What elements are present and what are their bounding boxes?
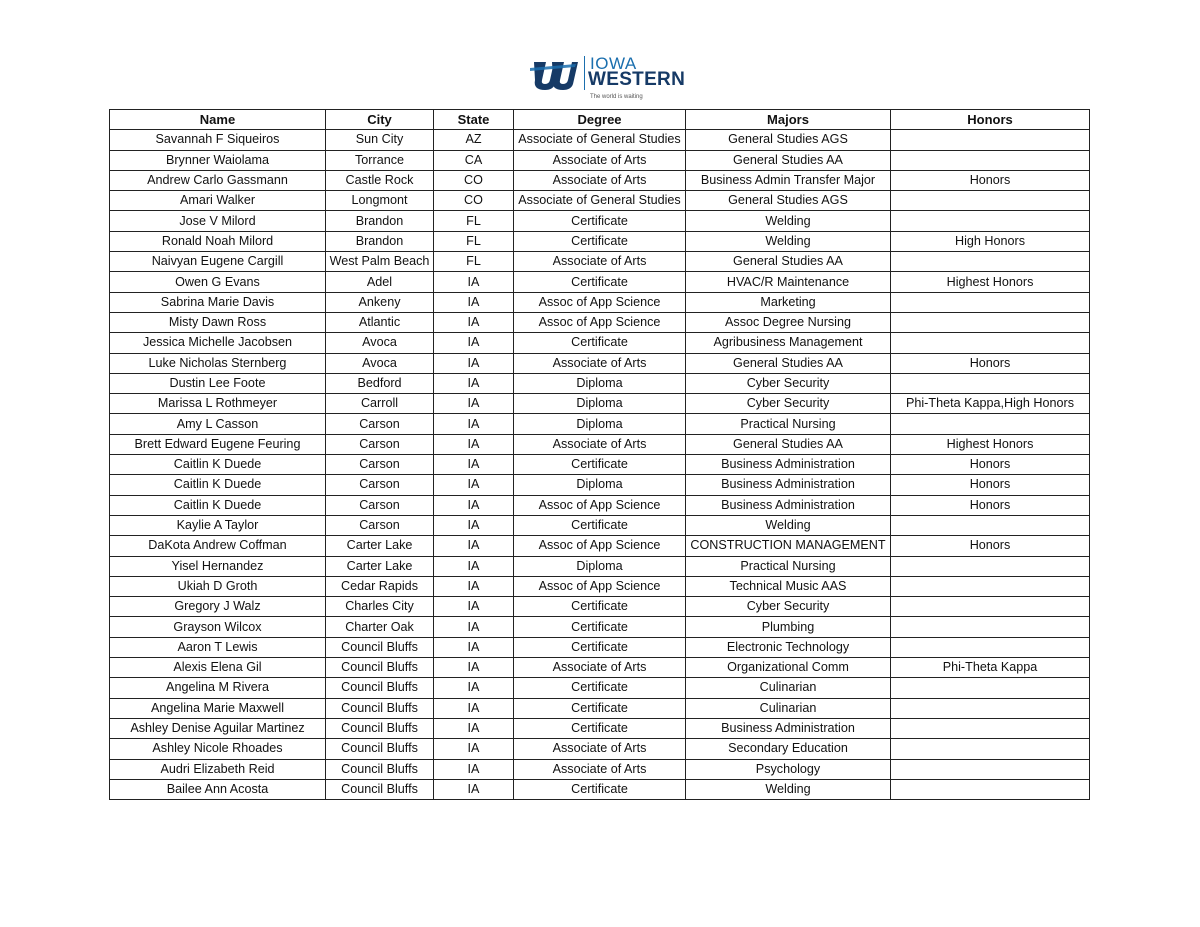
cell-state: IA [434, 272, 514, 292]
cell-state: IA [434, 556, 514, 576]
cell-honors [891, 597, 1090, 617]
cell-degree: Diploma [514, 373, 686, 393]
cell-majors: Cyber Security [686, 597, 891, 617]
table-row [110, 658, 1090, 678]
cell-name: Angelina M Rivera [110, 678, 326, 698]
table-row [110, 312, 1090, 332]
cell-degree: Certificate [514, 617, 686, 637]
cell-city: Carter Lake [326, 556, 434, 576]
cell-majors: Business Administration [686, 718, 891, 738]
cell-degree: Assoc of App Science [514, 495, 686, 515]
cell-city: Brandon [326, 211, 434, 231]
table-row [110, 272, 1090, 292]
cell-honors [891, 556, 1090, 576]
table-row [110, 252, 1090, 272]
cell-name: Aaron T Lewis [110, 637, 326, 657]
cell-majors: CONSTRUCTION MANAGEMENT [686, 536, 891, 556]
cell-city: Ankeny [326, 292, 434, 312]
cell-name: Audri Elizabeth Reid [110, 759, 326, 779]
cell-city: Carter Lake [326, 536, 434, 556]
cell-majors: Assoc Degree Nursing [686, 312, 891, 332]
cell-majors: Business Administration [686, 475, 891, 495]
cell-city: Carson [326, 434, 434, 454]
cell-name: Yisel Hernandez [110, 556, 326, 576]
cell-state: IA [434, 434, 514, 454]
cell-degree: Assoc of App Science [514, 536, 686, 556]
cell-honors [891, 150, 1090, 170]
cell-honors [891, 292, 1090, 312]
cell-honors [891, 576, 1090, 596]
cell-majors: Practical Nursing [686, 556, 891, 576]
cell-city: Carroll [326, 394, 434, 414]
table-row [110, 191, 1090, 211]
cell-state: IA [434, 678, 514, 698]
cell-majors: Culinarian [686, 678, 891, 698]
cell-city: Council Bluffs [326, 658, 434, 678]
logo-name-line2: WESTERN [588, 69, 686, 90]
cell-city: Carson [326, 414, 434, 434]
cell-state: IA [434, 739, 514, 759]
iowa-western-logo [528, 52, 686, 104]
cell-degree: Associate of Arts [514, 658, 686, 678]
header-majors: Majors [686, 110, 891, 130]
cell-state: IA [434, 394, 514, 414]
table-row [110, 353, 1090, 373]
cell-majors: Business Admin Transfer Major [686, 170, 891, 190]
table-row [110, 475, 1090, 495]
cell-state: CO [434, 170, 514, 190]
table-row [110, 617, 1090, 637]
cell-honors: Honors [891, 495, 1090, 515]
cell-majors: Welding [686, 779, 891, 799]
cell-majors: Welding [686, 211, 891, 231]
cell-degree: Certificate [514, 779, 686, 799]
cell-city: Council Bluffs [326, 637, 434, 657]
cell-degree: Certificate [514, 455, 686, 475]
cell-honors [891, 637, 1090, 657]
cell-honors: Honors [891, 475, 1090, 495]
cell-honors [891, 678, 1090, 698]
cell-majors: Business Administration [686, 455, 891, 475]
cell-majors: Agribusiness Management [686, 333, 891, 353]
table-row [110, 739, 1090, 759]
cell-degree: Associate of General Studies [514, 191, 686, 211]
cell-state: IA [434, 455, 514, 475]
header-city: City [326, 110, 434, 130]
cell-degree: Associate of General Studies [514, 130, 686, 150]
cell-majors: Marketing [686, 292, 891, 312]
cell-degree: Certificate [514, 515, 686, 535]
cell-state: AZ [434, 130, 514, 150]
cell-honors [891, 617, 1090, 637]
cell-name: Owen G Evans [110, 272, 326, 292]
cell-city: Carson [326, 495, 434, 515]
table-row [110, 211, 1090, 231]
cell-degree: Diploma [514, 414, 686, 434]
graduates-table [109, 109, 1090, 800]
cell-degree: Assoc of App Science [514, 576, 686, 596]
cell-city: Council Bluffs [326, 698, 434, 718]
cell-degree: Associate of Arts [514, 353, 686, 373]
cell-honors [891, 373, 1090, 393]
table-header-row [110, 110, 1090, 130]
cell-honors: High Honors [891, 231, 1090, 251]
table-row [110, 515, 1090, 535]
cell-honors: Honors [891, 536, 1090, 556]
header-honors: Honors [891, 110, 1090, 130]
cell-city: Adel [326, 272, 434, 292]
cell-city: Charter Oak [326, 617, 434, 637]
table-row [110, 434, 1090, 454]
cell-state: IA [434, 597, 514, 617]
cell-name: Andrew Carlo Gassmann [110, 170, 326, 190]
cell-city: Council Bluffs [326, 759, 434, 779]
cell-state: IA [434, 495, 514, 515]
table-row [110, 414, 1090, 434]
cell-city: Avoca [326, 333, 434, 353]
cell-state: IA [434, 353, 514, 373]
cell-name: Ronald Noah Milord [110, 231, 326, 251]
cell-name: Brynner Waiolama [110, 150, 326, 170]
cell-majors: Secondary Education [686, 739, 891, 759]
header-state: State [434, 110, 514, 130]
cell-majors: Plumbing [686, 617, 891, 637]
cell-name: Angelina Marie Maxwell [110, 698, 326, 718]
table-row [110, 495, 1090, 515]
table-row [110, 556, 1090, 576]
cell-degree: Associate of Arts [514, 739, 686, 759]
cell-name: Savannah F Siqueiros [110, 130, 326, 150]
table-row [110, 292, 1090, 312]
cell-state: IA [434, 515, 514, 535]
cell-state: IA [434, 333, 514, 353]
iowa-western-mark-icon [528, 58, 580, 92]
cell-majors: Culinarian [686, 698, 891, 718]
cell-city: Council Bluffs [326, 739, 434, 759]
cell-honors [891, 130, 1090, 150]
cell-majors: Organizational Comm [686, 658, 891, 678]
cell-city: Bedford [326, 373, 434, 393]
table-row [110, 394, 1090, 414]
cell-degree: Certificate [514, 211, 686, 231]
cell-state: IA [434, 536, 514, 556]
cell-honors [891, 718, 1090, 738]
cell-majors: General Studies AA [686, 434, 891, 454]
cell-state: IA [434, 698, 514, 718]
table-row [110, 150, 1090, 170]
cell-degree: Certificate [514, 333, 686, 353]
cell-honors: Honors [891, 353, 1090, 373]
cell-state: IA [434, 475, 514, 495]
table-row [110, 637, 1090, 657]
cell-honors [891, 515, 1090, 535]
cell-state: IA [434, 759, 514, 779]
cell-city: Sun City [326, 130, 434, 150]
cell-degree: Certificate [514, 272, 686, 292]
cell-majors: General Studies AGS [686, 191, 891, 211]
table-row [110, 130, 1090, 150]
cell-honors [891, 252, 1090, 272]
header-degree: Degree [514, 110, 686, 130]
header-name: Name [110, 110, 326, 130]
cell-state: IA [434, 292, 514, 312]
cell-degree: Certificate [514, 718, 686, 738]
cell-name: Jessica Michelle Jacobsen [110, 333, 326, 353]
cell-degree: Associate of Arts [514, 150, 686, 170]
cell-degree: Diploma [514, 394, 686, 414]
cell-name: Dustin Lee Foote [110, 373, 326, 393]
cell-honors [891, 739, 1090, 759]
cell-city: Carson [326, 455, 434, 475]
cell-city: Atlantic [326, 312, 434, 332]
cell-name: Caitlin K Duede [110, 455, 326, 475]
table-row [110, 231, 1090, 251]
cell-degree: Certificate [514, 231, 686, 251]
cell-state: FL [434, 211, 514, 231]
cell-majors: Practical Nursing [686, 414, 891, 434]
table-row [110, 718, 1090, 738]
cell-honors: Honors [891, 170, 1090, 190]
table-row [110, 373, 1090, 393]
cell-degree: Assoc of App Science [514, 312, 686, 332]
table-row [110, 455, 1090, 475]
cell-name: Ukiah D Groth [110, 576, 326, 596]
cell-degree: Diploma [514, 556, 686, 576]
cell-honors [891, 779, 1090, 799]
cell-city: Longmont [326, 191, 434, 211]
cell-majors: Psychology [686, 759, 891, 779]
cell-honors: Highest Honors [891, 272, 1090, 292]
cell-state: IA [434, 637, 514, 657]
cell-city: Torrance [326, 150, 434, 170]
cell-name: Jose V Milord [110, 211, 326, 231]
cell-honors: Phi-Theta Kappa,High Honors [891, 394, 1090, 414]
cell-state: IA [434, 312, 514, 332]
cell-state: IA [434, 373, 514, 393]
cell-name: DaKota Andrew Coffman [110, 536, 326, 556]
table-row [110, 170, 1090, 190]
cell-state: IA [434, 414, 514, 434]
cell-majors: Welding [686, 231, 891, 251]
cell-majors: Business Administration [686, 495, 891, 515]
cell-state: FL [434, 252, 514, 272]
table-row [110, 597, 1090, 617]
cell-name: Caitlin K Duede [110, 475, 326, 495]
cell-city: Council Bluffs [326, 718, 434, 738]
cell-honors [891, 191, 1090, 211]
cell-degree: Certificate [514, 678, 686, 698]
cell-state: IA [434, 779, 514, 799]
cell-city: Cedar Rapids [326, 576, 434, 596]
cell-name: Bailee Ann Acosta [110, 779, 326, 799]
table-row [110, 759, 1090, 779]
cell-city: Charles City [326, 597, 434, 617]
cell-degree: Certificate [514, 597, 686, 617]
cell-city: Avoca [326, 353, 434, 373]
table-row [110, 536, 1090, 556]
cell-majors: General Studies AA [686, 252, 891, 272]
cell-name: Amari Walker [110, 191, 326, 211]
cell-degree: Associate of Arts [514, 434, 686, 454]
cell-honors: Phi-Theta Kappa [891, 658, 1090, 678]
logo-name-line1: IOWA [590, 54, 637, 73]
cell-honors [891, 312, 1090, 332]
cell-city: Carson [326, 475, 434, 495]
cell-name: Naivyan Eugene Cargill [110, 252, 326, 272]
cell-majors: Cyber Security [686, 394, 891, 414]
cell-degree: Associate of Arts [514, 252, 686, 272]
cell-majors: HVAC/R Maintenance [686, 272, 891, 292]
cell-city: Council Bluffs [326, 678, 434, 698]
cell-degree: Associate of Arts [514, 170, 686, 190]
cell-honors [891, 414, 1090, 434]
cell-name: Marissa L Rothmeyer [110, 394, 326, 414]
cell-majors: Electronic Technology [686, 637, 891, 657]
cell-name: Sabrina Marie Davis [110, 292, 326, 312]
cell-honors: Highest Honors [891, 434, 1090, 454]
cell-honors [891, 698, 1090, 718]
cell-degree: Associate of Arts [514, 759, 686, 779]
cell-state: CA [434, 150, 514, 170]
cell-majors: Technical Music AAS [686, 576, 891, 596]
table-row [110, 576, 1090, 596]
cell-honors [891, 211, 1090, 231]
cell-degree: Diploma [514, 475, 686, 495]
cell-state: IA [434, 658, 514, 678]
cell-name: Grayson Wilcox [110, 617, 326, 637]
cell-state: IA [434, 718, 514, 738]
cell-majors: Welding [686, 515, 891, 535]
cell-state: FL [434, 231, 514, 251]
logo-tagline: The world is waiting [590, 94, 643, 100]
cell-honors [891, 759, 1090, 779]
cell-degree: Assoc of App Science [514, 292, 686, 312]
table-row [110, 678, 1090, 698]
cell-name: Gregory J Walz [110, 597, 326, 617]
cell-city: Carson [326, 515, 434, 535]
cell-city: West Palm Beach [326, 252, 434, 272]
cell-degree: Certificate [514, 698, 686, 718]
cell-name: Caitlin K Duede [110, 495, 326, 515]
cell-degree: Certificate [514, 637, 686, 657]
cell-majors: Cyber Security [686, 373, 891, 393]
cell-city: Council Bluffs [326, 779, 434, 799]
table-row [110, 779, 1090, 799]
cell-majors: General Studies AA [686, 353, 891, 373]
logo-divider [584, 56, 585, 90]
cell-name: Amy L Casson [110, 414, 326, 434]
cell-state: IA [434, 617, 514, 637]
cell-name: Misty Dawn Ross [110, 312, 326, 332]
cell-name: Brett Edward Eugene Feuring [110, 434, 326, 454]
cell-majors: General Studies AGS [686, 130, 891, 150]
cell-honors [891, 333, 1090, 353]
cell-name: Ashley Nicole Rhoades [110, 739, 326, 759]
cell-name: Alexis Elena Gil [110, 658, 326, 678]
cell-city: Castle Rock [326, 170, 434, 190]
cell-city: Brandon [326, 231, 434, 251]
table-row [110, 698, 1090, 718]
cell-majors: General Studies AA [686, 150, 891, 170]
cell-name: Luke Nicholas Sternberg [110, 353, 326, 373]
cell-state: CO [434, 191, 514, 211]
table-row [110, 333, 1090, 353]
cell-name: Ashley Denise Aguilar Martinez [110, 718, 326, 738]
cell-state: IA [434, 576, 514, 596]
cell-name: Kaylie A Taylor [110, 515, 326, 535]
cell-honors: Honors [891, 455, 1090, 475]
